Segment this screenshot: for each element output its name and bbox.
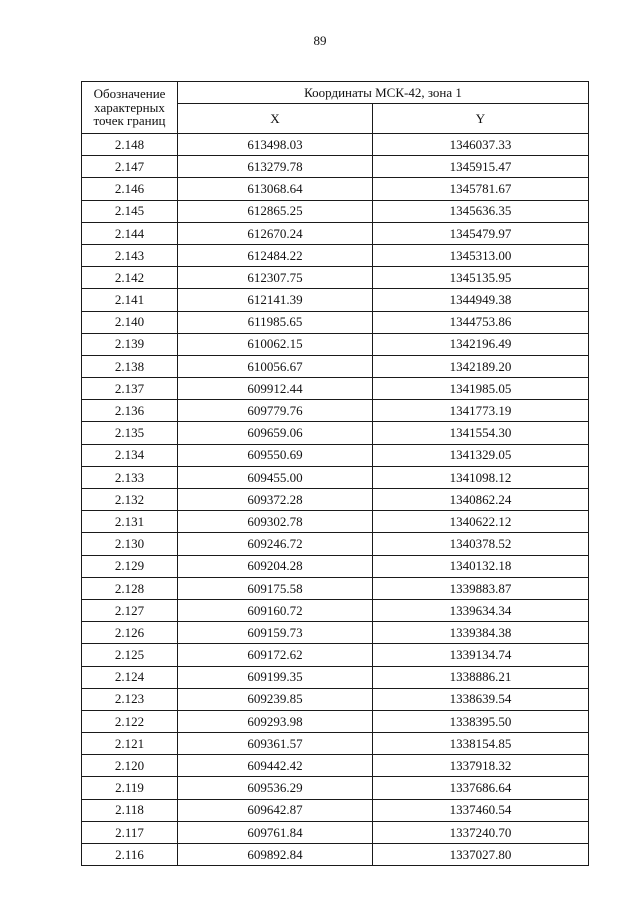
y-coordinate-cell: 1339384.38 bbox=[373, 622, 589, 644]
x-coordinate-cell: 609172.62 bbox=[178, 644, 373, 666]
y-coordinate-cell: 1346037.33 bbox=[373, 134, 589, 156]
table-row bbox=[82, 511, 589, 533]
point-id-cell: 2.135 bbox=[82, 422, 178, 444]
point-id-cell: 2.117 bbox=[82, 821, 178, 843]
y-coordinate-cell: 1337918.32 bbox=[373, 755, 589, 777]
table-row bbox=[82, 489, 589, 511]
y-coordinate-cell: 1339134.74 bbox=[373, 644, 589, 666]
table-row bbox=[82, 267, 589, 289]
point-id-cell: 2.126 bbox=[82, 622, 178, 644]
point-id-cell: 2.119 bbox=[82, 777, 178, 799]
point-id-cell: 2.137 bbox=[82, 378, 178, 400]
point-designation-header bbox=[82, 82, 178, 134]
table-row bbox=[82, 289, 589, 311]
x-coordinate-cell: 609550.69 bbox=[178, 444, 373, 466]
point-id-cell: 2.142 bbox=[82, 267, 178, 289]
x-coordinate-cell: 609442.42 bbox=[178, 755, 373, 777]
y-coordinate-cell: 1340132.18 bbox=[373, 555, 589, 577]
coordinates-table bbox=[81, 81, 589, 866]
coordinates-system-header: Координаты МСК-42, зона 1 bbox=[178, 82, 589, 104]
point-id-cell: 2.129 bbox=[82, 555, 178, 577]
y-coordinate-cell: 1341985.05 bbox=[373, 378, 589, 400]
point-id-cell: 2.139 bbox=[82, 333, 178, 355]
x-coordinate-cell: 612670.24 bbox=[178, 222, 373, 244]
table-row bbox=[82, 599, 589, 621]
point-id-cell: 2.138 bbox=[82, 355, 178, 377]
y-coordinate-cell: 1339883.87 bbox=[373, 577, 589, 599]
x-coordinate-cell: 609361.57 bbox=[178, 733, 373, 755]
point-id-cell: 2.134 bbox=[82, 444, 178, 466]
x-coordinate-cell: 609160.72 bbox=[178, 599, 373, 621]
x-coordinate-cell: 609892.84 bbox=[178, 844, 373, 866]
point-id-cell: 2.118 bbox=[82, 799, 178, 821]
y-coordinate-cell: 1344949.38 bbox=[373, 289, 589, 311]
table-row bbox=[82, 444, 589, 466]
x-coordinate-cell: 609779.76 bbox=[178, 400, 373, 422]
point-header-line-2: характерных bbox=[94, 99, 165, 115]
x-coordinate-cell: 613498.03 bbox=[178, 134, 373, 156]
y-coordinate-cell: 1341329.05 bbox=[373, 444, 589, 466]
point-id-cell: 2.128 bbox=[82, 577, 178, 599]
y-coordinate-cell: 1337240.70 bbox=[373, 821, 589, 843]
table-row bbox=[82, 466, 589, 488]
x-coordinate-cell: 612141.39 bbox=[178, 289, 373, 311]
point-id-cell: 2.116 bbox=[82, 844, 178, 866]
table-row bbox=[82, 333, 589, 355]
y-coordinate-cell: 1337686.64 bbox=[373, 777, 589, 799]
table-row bbox=[82, 733, 589, 755]
table-row bbox=[82, 755, 589, 777]
x-coordinate-cell: 609239.85 bbox=[178, 688, 373, 710]
point-id-cell: 2.132 bbox=[82, 489, 178, 511]
y-coordinate-cell: 1338154.85 bbox=[373, 733, 589, 755]
x-coordinate-cell: 609302.78 bbox=[178, 511, 373, 533]
table-row bbox=[82, 710, 589, 732]
y-column-header: Y bbox=[373, 104, 589, 134]
y-coordinate-cell: 1345135.95 bbox=[373, 267, 589, 289]
y-coordinate-cell: 1341098.12 bbox=[373, 466, 589, 488]
x-coordinate-cell: 609204.28 bbox=[178, 555, 373, 577]
y-coordinate-cell: 1345781.67 bbox=[373, 178, 589, 200]
point-id-cell: 2.127 bbox=[82, 599, 178, 621]
table-row bbox=[82, 777, 589, 799]
point-id-cell: 2.141 bbox=[82, 289, 178, 311]
table-row bbox=[82, 244, 589, 266]
y-coordinate-cell: 1345915.47 bbox=[373, 156, 589, 178]
point-header-line-3: точек границ bbox=[93, 113, 166, 129]
y-coordinate-cell: 1342189.20 bbox=[373, 355, 589, 377]
x-coordinate-cell: 609536.29 bbox=[178, 777, 373, 799]
table-row bbox=[82, 400, 589, 422]
x-column-header: X bbox=[178, 104, 373, 134]
y-coordinate-cell: 1341773.19 bbox=[373, 400, 589, 422]
x-coordinate-cell: 609293.98 bbox=[178, 710, 373, 732]
x-coordinate-cell: 609761.84 bbox=[178, 821, 373, 843]
x-coordinate-cell: 609455.00 bbox=[178, 466, 373, 488]
table-row bbox=[82, 422, 589, 444]
point-id-cell: 2.123 bbox=[82, 688, 178, 710]
x-coordinate-cell: 610062.15 bbox=[178, 333, 373, 355]
point-id-cell: 2.148 bbox=[82, 134, 178, 156]
x-coordinate-cell: 609159.73 bbox=[178, 622, 373, 644]
point-id-cell: 2.120 bbox=[82, 755, 178, 777]
x-coordinate-cell: 609642.87 bbox=[178, 799, 373, 821]
point-id-cell: 2.144 bbox=[82, 222, 178, 244]
point-id-cell: 2.146 bbox=[82, 178, 178, 200]
table-row bbox=[82, 156, 589, 178]
y-coordinate-cell: 1337460.54 bbox=[373, 799, 589, 821]
header-row-top bbox=[82, 82, 589, 104]
table-row bbox=[82, 355, 589, 377]
table-row bbox=[82, 378, 589, 400]
x-coordinate-cell: 609372.28 bbox=[178, 489, 373, 511]
point-id-cell: 2.131 bbox=[82, 511, 178, 533]
table-body bbox=[82, 134, 589, 866]
x-coordinate-cell: 613068.64 bbox=[178, 178, 373, 200]
table-row bbox=[82, 622, 589, 644]
x-coordinate-cell: 609659.06 bbox=[178, 422, 373, 444]
table-row bbox=[82, 688, 589, 710]
x-coordinate-cell: 610056.67 bbox=[178, 355, 373, 377]
table-row bbox=[82, 577, 589, 599]
table-row bbox=[82, 134, 589, 156]
y-coordinate-cell: 1338395.50 bbox=[373, 710, 589, 732]
point-id-cell: 2.121 bbox=[82, 733, 178, 755]
y-coordinate-cell: 1345636.35 bbox=[373, 200, 589, 222]
table-row bbox=[82, 844, 589, 866]
table-row bbox=[82, 200, 589, 222]
point-id-cell: 2.133 bbox=[82, 466, 178, 488]
page-number: 89 bbox=[313, 33, 327, 48]
point-id-cell: 2.147 bbox=[82, 156, 178, 178]
x-coordinate-cell: 612307.75 bbox=[178, 267, 373, 289]
y-coordinate-cell: 1341554.30 bbox=[373, 422, 589, 444]
y-coordinate-cell: 1339634.34 bbox=[373, 599, 589, 621]
point-id-cell: 2.145 bbox=[82, 200, 178, 222]
y-coordinate-cell: 1340622.12 bbox=[373, 511, 589, 533]
table-row bbox=[82, 178, 589, 200]
table-row bbox=[82, 555, 589, 577]
y-coordinate-cell: 1338639.54 bbox=[373, 688, 589, 710]
table-row bbox=[82, 799, 589, 821]
y-coordinate-cell: 1340378.52 bbox=[373, 533, 589, 555]
y-coordinate-cell: 1345313.00 bbox=[373, 244, 589, 266]
y-coordinate-cell: 1342196.49 bbox=[373, 333, 589, 355]
x-coordinate-cell: 609175.58 bbox=[178, 577, 373, 599]
y-coordinate-cell: 1344753.86 bbox=[373, 311, 589, 333]
y-coordinate-cell: 1345479.97 bbox=[373, 222, 589, 244]
table-row bbox=[82, 821, 589, 843]
point-id-cell: 2.136 bbox=[82, 400, 178, 422]
point-id-cell: 2.140 bbox=[82, 311, 178, 333]
table-row bbox=[82, 533, 589, 555]
y-coordinate-cell: 1337027.80 bbox=[373, 844, 589, 866]
table-row bbox=[82, 222, 589, 244]
point-id-cell: 2.125 bbox=[82, 644, 178, 666]
x-coordinate-cell: 609246.72 bbox=[178, 533, 373, 555]
x-coordinate-cell: 611985.65 bbox=[178, 311, 373, 333]
y-coordinate-cell: 1340862.24 bbox=[373, 489, 589, 511]
point-header-line-1: Обозначение bbox=[93, 86, 166, 102]
point-id-cell: 2.130 bbox=[82, 533, 178, 555]
point-id-cell: 2.143 bbox=[82, 244, 178, 266]
x-coordinate-cell: 609912.44 bbox=[178, 378, 373, 400]
x-coordinate-cell: 613279.78 bbox=[178, 156, 373, 178]
x-coordinate-cell: 612484.22 bbox=[178, 244, 373, 266]
table-row bbox=[82, 666, 589, 688]
x-coordinate-cell: 612865.25 bbox=[178, 200, 373, 222]
point-id-cell: 2.122 bbox=[82, 710, 178, 732]
x-coordinate-cell: 609199.35 bbox=[178, 666, 373, 688]
point-id-cell: 2.124 bbox=[82, 666, 178, 688]
table-header bbox=[82, 82, 589, 134]
table-row bbox=[82, 644, 589, 666]
table-row bbox=[82, 311, 589, 333]
y-coordinate-cell: 1338886.21 bbox=[373, 666, 589, 688]
